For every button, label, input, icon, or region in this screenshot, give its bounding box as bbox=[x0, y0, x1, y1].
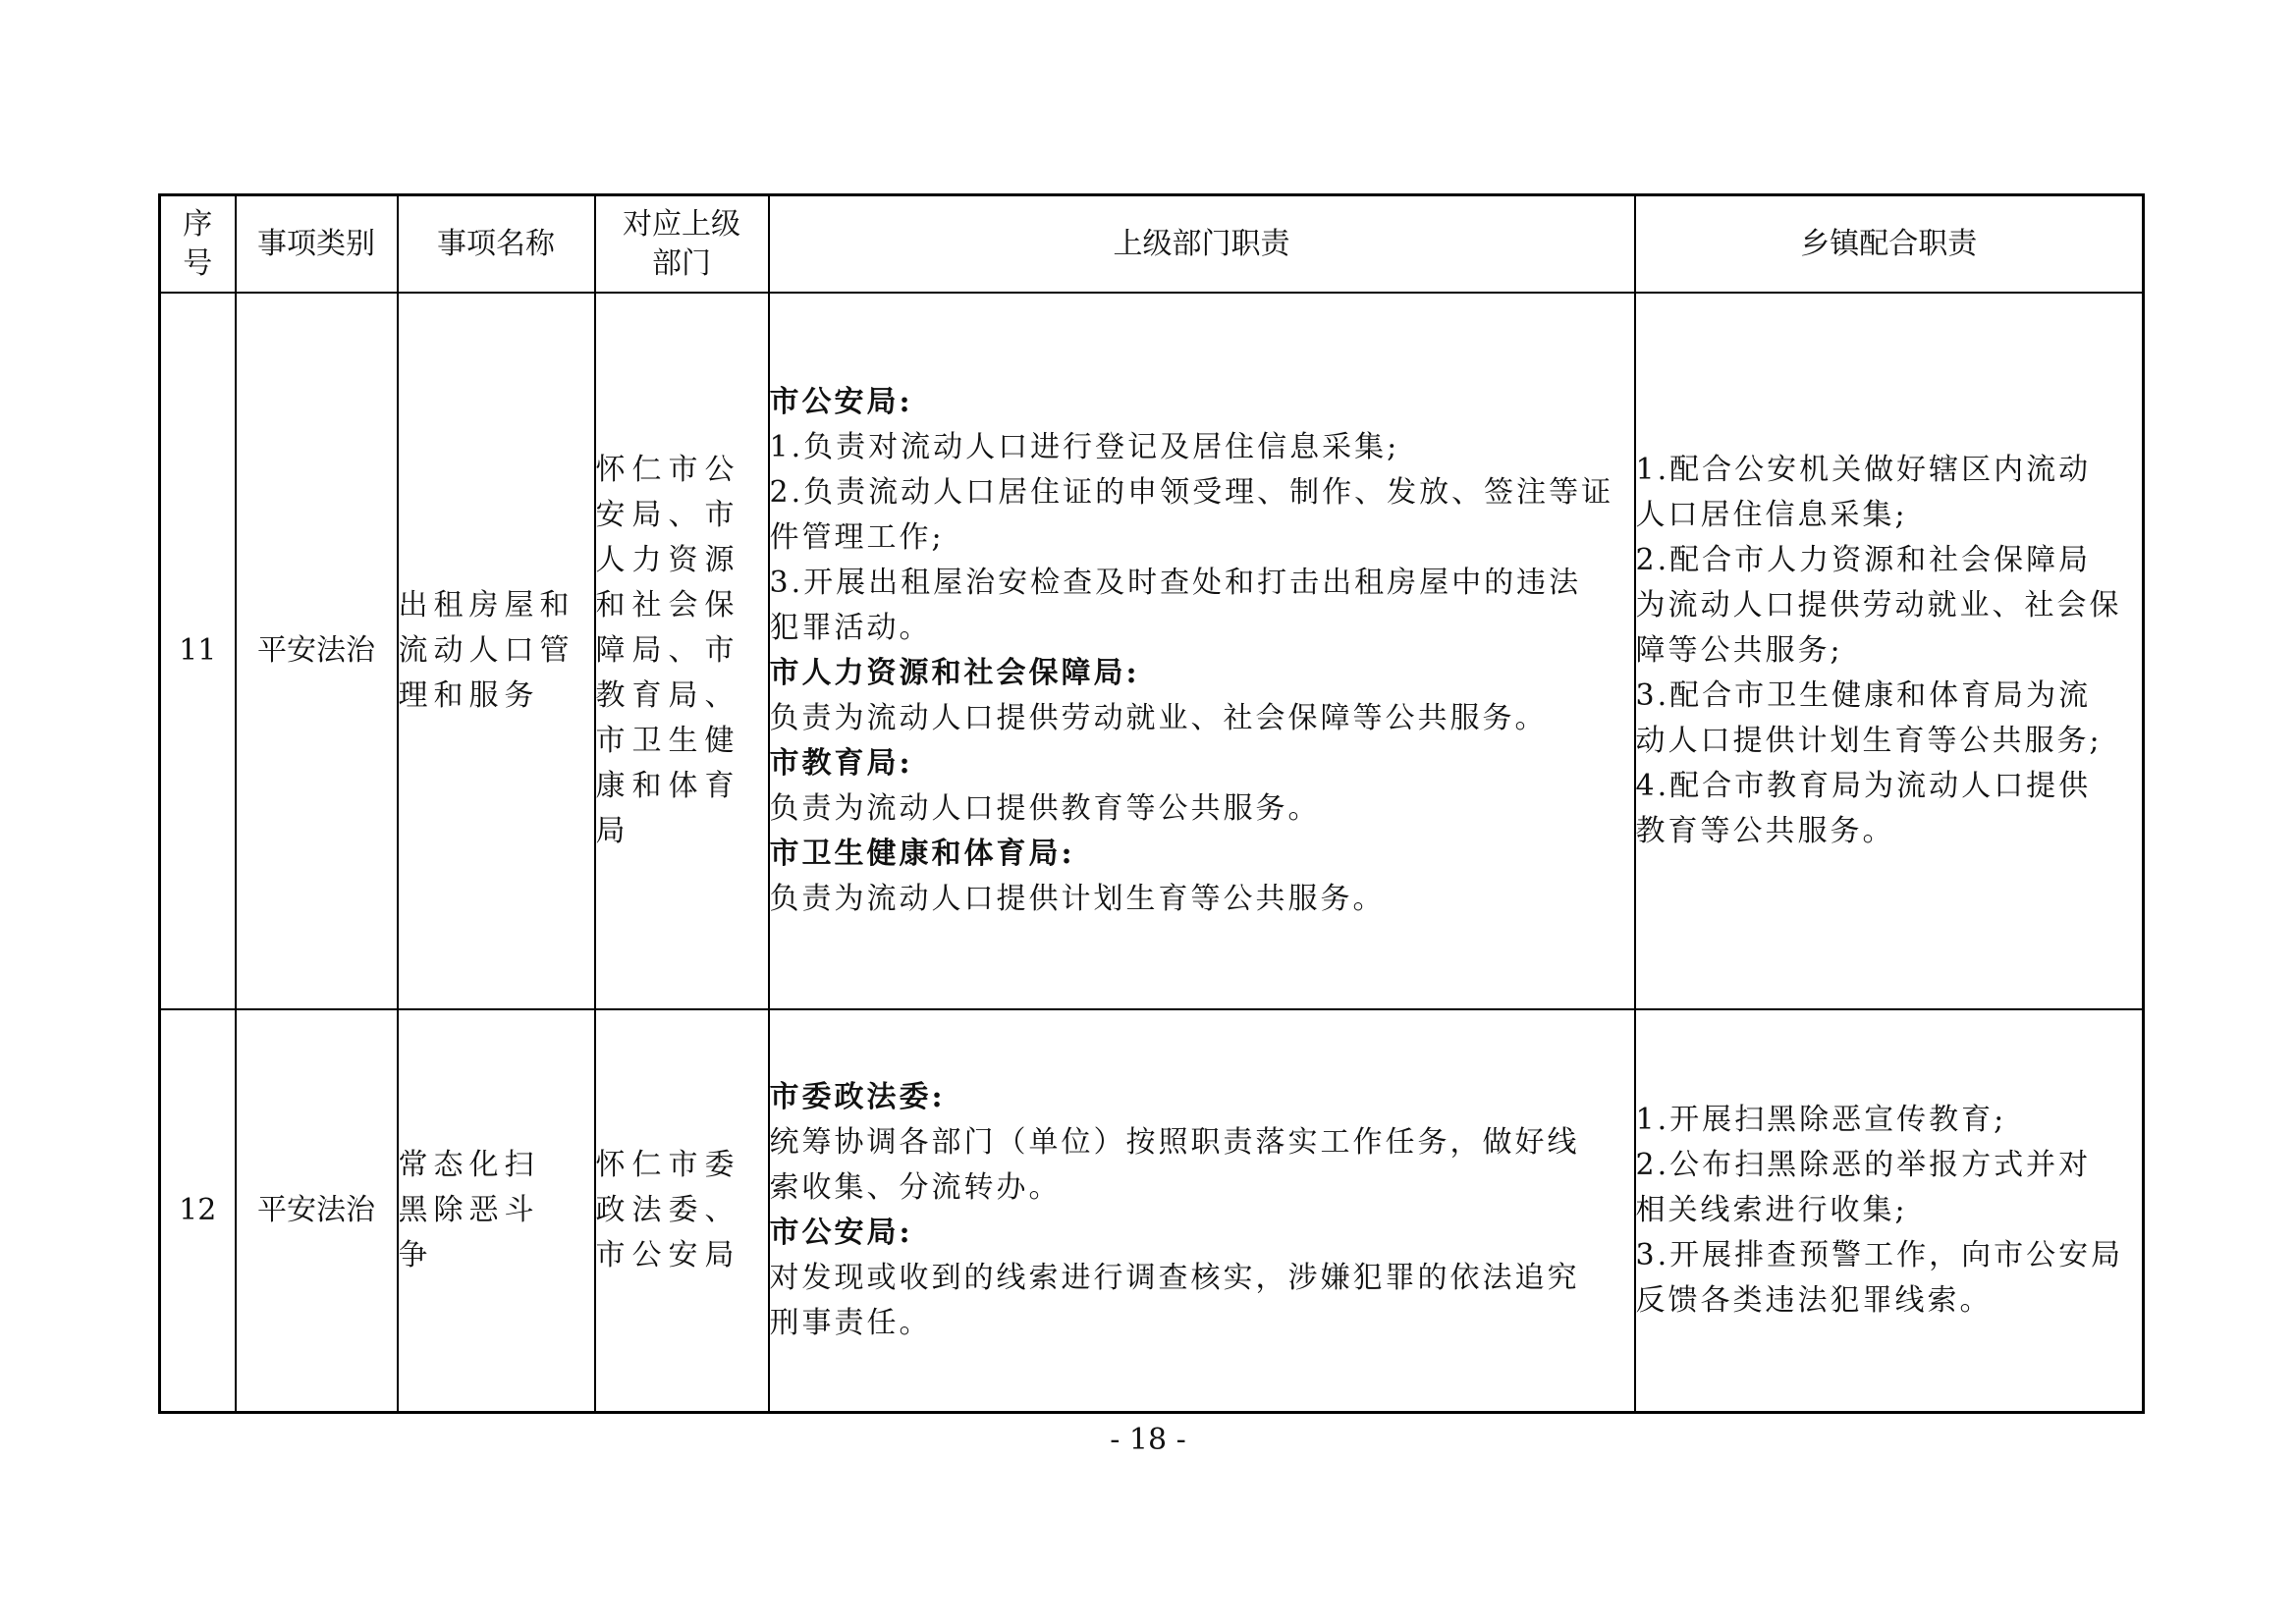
row-seq: 12 bbox=[160, 1009, 236, 1413]
row-dept bbox=[595, 293, 769, 1009]
duty-line: 对发现或收到的线索进行调查核实，涉嫌犯罪的依法追究 bbox=[769, 1261, 1580, 1295]
dept-line: 市卫生健 bbox=[595, 724, 741, 758]
item-name-line: 黑除恶斗 bbox=[398, 1193, 540, 1227]
town-duty-line: 3.配合市卫生健康和体育局为流 bbox=[1635, 678, 2092, 713]
dept-line: 怀仁市委 bbox=[595, 1148, 741, 1182]
item-name-line: 理和服务 bbox=[398, 678, 540, 713]
header-town-duties: 乡镇配合职责 bbox=[1635, 195, 2144, 294]
row-upper-duties bbox=[769, 1009, 1635, 1413]
duty-heading: 市教育局: bbox=[769, 746, 913, 781]
duty-line: 负责为流动人口提供劳动就业、社会保障等公共服务。 bbox=[769, 701, 1548, 735]
town-duty-line: 2.配合市人力资源和社会保障局 bbox=[1635, 543, 2092, 577]
dept-line: 局 bbox=[595, 814, 632, 848]
duty-heading: 市公安局: bbox=[769, 385, 913, 419]
duty-line: 1.负责对流动人口进行登记及居住信息采集; bbox=[769, 430, 1400, 464]
town-duty-line: 1.配合公安机关做好辖区内流动 bbox=[1635, 453, 2092, 487]
header-seq-line: 序 bbox=[183, 206, 213, 242]
row-item-name bbox=[398, 293, 595, 1009]
item-name-line: 常态化扫 bbox=[398, 1148, 540, 1182]
dept-line: 障局、市 bbox=[595, 633, 741, 668]
town-duty-line: 反馈各类违法犯罪线索。 bbox=[1635, 1283, 1993, 1318]
row-item-name bbox=[398, 1009, 595, 1413]
dept-line: 和社会保 bbox=[595, 588, 741, 622]
header-dept-line: 部门 bbox=[652, 245, 711, 281]
row-town-duties bbox=[1635, 293, 2144, 1009]
duty-heading: 市委政法委: bbox=[769, 1080, 946, 1114]
dept-line: 市公安局 bbox=[595, 1238, 741, 1272]
row-seq: 11 bbox=[160, 293, 236, 1009]
town-duty-line: 动人口提供计划生育等公共服务; bbox=[1635, 724, 2103, 758]
town-duty-line: 人口居住信息采集; bbox=[1635, 498, 1908, 532]
town-duty-line: 为流动人口提供劳动就业、社会保 bbox=[1635, 588, 2122, 622]
row-dept bbox=[595, 1009, 769, 1413]
duty-line: 统筹协调各部门（单位）按照职责落实工作任务，做好线 bbox=[769, 1125, 1580, 1160]
duty-line: 犯罪活动。 bbox=[769, 611, 932, 645]
header-row bbox=[160, 195, 2144, 294]
duty-line: 负责为流动人口提供计划生育等公共服务。 bbox=[769, 882, 1386, 916]
dept-line: 康和体育 bbox=[595, 769, 741, 803]
duty-heading: 市人力资源和社会保障局: bbox=[769, 656, 1140, 690]
duty-line: 2.负责流动人口居住证的申领受理、制作、发放、签注等证 bbox=[769, 475, 1614, 510]
header-seq-line: 号 bbox=[183, 245, 213, 281]
duty-heading: 市卫生健康和体育局: bbox=[769, 837, 1075, 871]
table-row bbox=[160, 293, 2144, 1009]
duty-line: 索收集、分流转办。 bbox=[769, 1170, 1062, 1205]
item-name-line: 流动人口管 bbox=[398, 633, 575, 668]
item-name-line: 争 bbox=[398, 1238, 434, 1272]
dept-line: 安局、市 bbox=[595, 498, 741, 532]
dept-line: 政法委、 bbox=[595, 1193, 741, 1227]
duty-table bbox=[158, 193, 2145, 1414]
duty-line: 件管理工作; bbox=[769, 520, 945, 555]
town-duty-line: 4.配合市教育局为流动人口提供 bbox=[1635, 769, 2092, 803]
duty-heading: 市公安局: bbox=[769, 1216, 913, 1250]
town-duty-line: 相关线索进行收集; bbox=[1635, 1193, 1908, 1227]
page-number: - 18 - bbox=[1110, 1423, 1186, 1457]
town-duty-line: 障等公共服务; bbox=[1635, 633, 1843, 668]
town-duty-line: 2.公布扫黑除恶的举报方式并对 bbox=[1635, 1148, 2092, 1182]
duty-line: 负责为流动人口提供教育等公共服务。 bbox=[769, 791, 1321, 826]
dept-line: 怀仁市公 bbox=[595, 453, 741, 487]
header-upper-duties: 上级部门职责 bbox=[769, 195, 1635, 294]
dept-line: 人力资源 bbox=[595, 543, 741, 577]
row-town-duties bbox=[1635, 1009, 2144, 1413]
duty-line: 刑事责任。 bbox=[769, 1306, 932, 1340]
header-dept-line: 对应上级 bbox=[623, 206, 740, 242]
header-dept bbox=[595, 195, 769, 294]
town-duty-line: 教育等公共服务。 bbox=[1635, 814, 1895, 848]
row-category: 平安法治 bbox=[236, 293, 398, 1009]
header-name: 事项名称 bbox=[398, 195, 595, 294]
header-category: 事项类别 bbox=[236, 195, 398, 294]
town-duty-line: 3.开展排查预警工作，向市公安局 bbox=[1635, 1238, 2124, 1272]
header-seq bbox=[160, 195, 236, 294]
table-row bbox=[160, 1009, 2144, 1413]
dept-line: 教育局、 bbox=[595, 678, 741, 713]
row-upper-duties bbox=[769, 293, 1635, 1009]
duty-line: 3.开展出租屋治安检查及时查处和打击出租房屋中的违法 bbox=[769, 566, 1582, 600]
town-duty-line: 1.开展扫黑除恶宣传教育; bbox=[1635, 1103, 2007, 1137]
row-category: 平安法治 bbox=[236, 1009, 398, 1413]
item-name-line: 出租房屋和 bbox=[398, 588, 575, 622]
